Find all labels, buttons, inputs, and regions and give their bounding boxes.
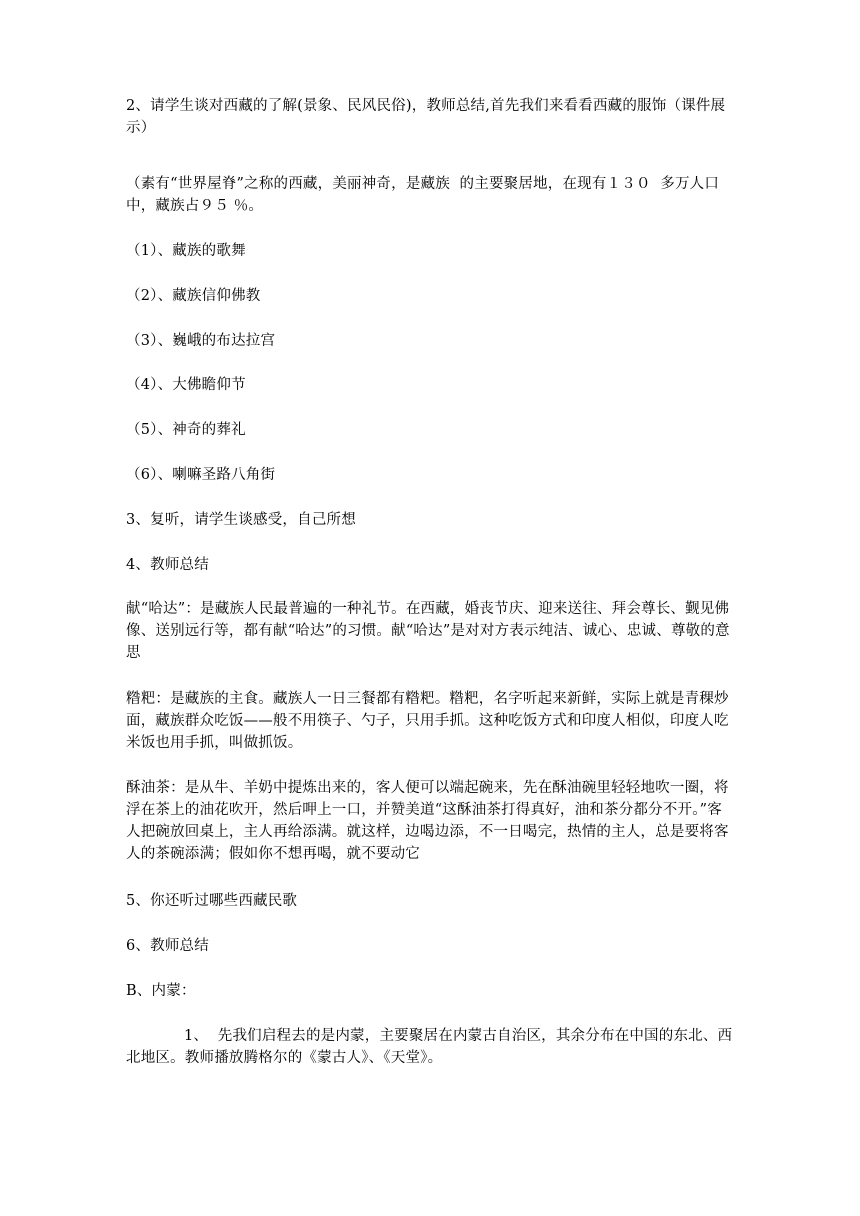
section-heading-inner-mongolia: B、内蒙：: [126, 983, 196, 999]
paragraph-tsampa: 糌粑：是藏族的主食。藏族人一日三餐都有糌粑。糌粑，名字听起来新鲜，实际上就是青稞炒面，藏族群众吃饭——般不用筷子、勺子，只用手抓。这种吃饭方式和印度人相似，印度人吃米饭也用手抓，叫做抓饭。: [126, 691, 729, 751]
list-item-funeral: （5）、神奇的葬礼: [126, 422, 246, 438]
list-item-potala: （3）、巍峨的布达拉宫: [126, 333, 276, 349]
paragraph-relisten: 3、复听，请学生谈感受，自己所想: [126, 512, 356, 528]
paragraph-tibet-population: （素有“世界屋脊”之称的西藏，美丽神奇，是藏族 的主要聚居地，在现有１３０ 多万人口中，藏族占９５ ％。: [126, 176, 720, 214]
paragraph-folk-songs: 5、你还听过哪些西藏民歌: [126, 893, 298, 909]
list-item-song-dance: （1）、藏族的歌舞: [126, 243, 246, 259]
paragraph-butter-tea: 酥油茶：是从牛、羊奶中提炼出来的，客人便可以端起碗来，先在酥油碗里轻轻地吹一圈，将浮在茶上的油花吹开，然后呷上一口，并赞美道“这酥油茶打得真好，油和茶分都分不开。”客人把碗放回桌上，主人再给添满。就这样，边喝边添，不一日喝完，热情的主人，总是要将客人的茶碗添满；假如你不想再喝，就不要动它: [126, 780, 729, 862]
paragraph-hada: 献“哈达”：是藏族人民最普遍的一种礼节。在西藏，婚丧节庆、迎来送往、拜会尊长、觐见佛像、送别远行等，都有献“哈达”的习惯。献“哈达”是对对方表示纯洁、诚心、忠诚、尊敬的意思: [126, 601, 730, 661]
list-item-buddha-festival: （4）、大佛瞻仰节: [126, 377, 246, 393]
paragraph-inner-mongolia: 1、 先我们启程去的是内蒙，主要聚居在内蒙古自治区，其余分布在中国的东北、西北地区。教师播放腾格尔的《蒙古人》、《天堂》。: [126, 1028, 733, 1066]
list-item-barkhor: （6）、喇嘛圣路八角街: [126, 467, 276, 483]
paragraph-tibet-intro: 2、请学生谈对西藏的了解(景象、民风民俗)，教师总结,首先我们来看看西藏的服饰（课件展示）: [126, 98, 726, 136]
paragraph-teacher-summary-1: 4、教师总结: [126, 557, 209, 573]
paragraph-teacher-summary-2: 6、教师总结: [126, 938, 209, 954]
list-item-buddhism: （2）、藏族信仰佛教: [126, 288, 261, 304]
